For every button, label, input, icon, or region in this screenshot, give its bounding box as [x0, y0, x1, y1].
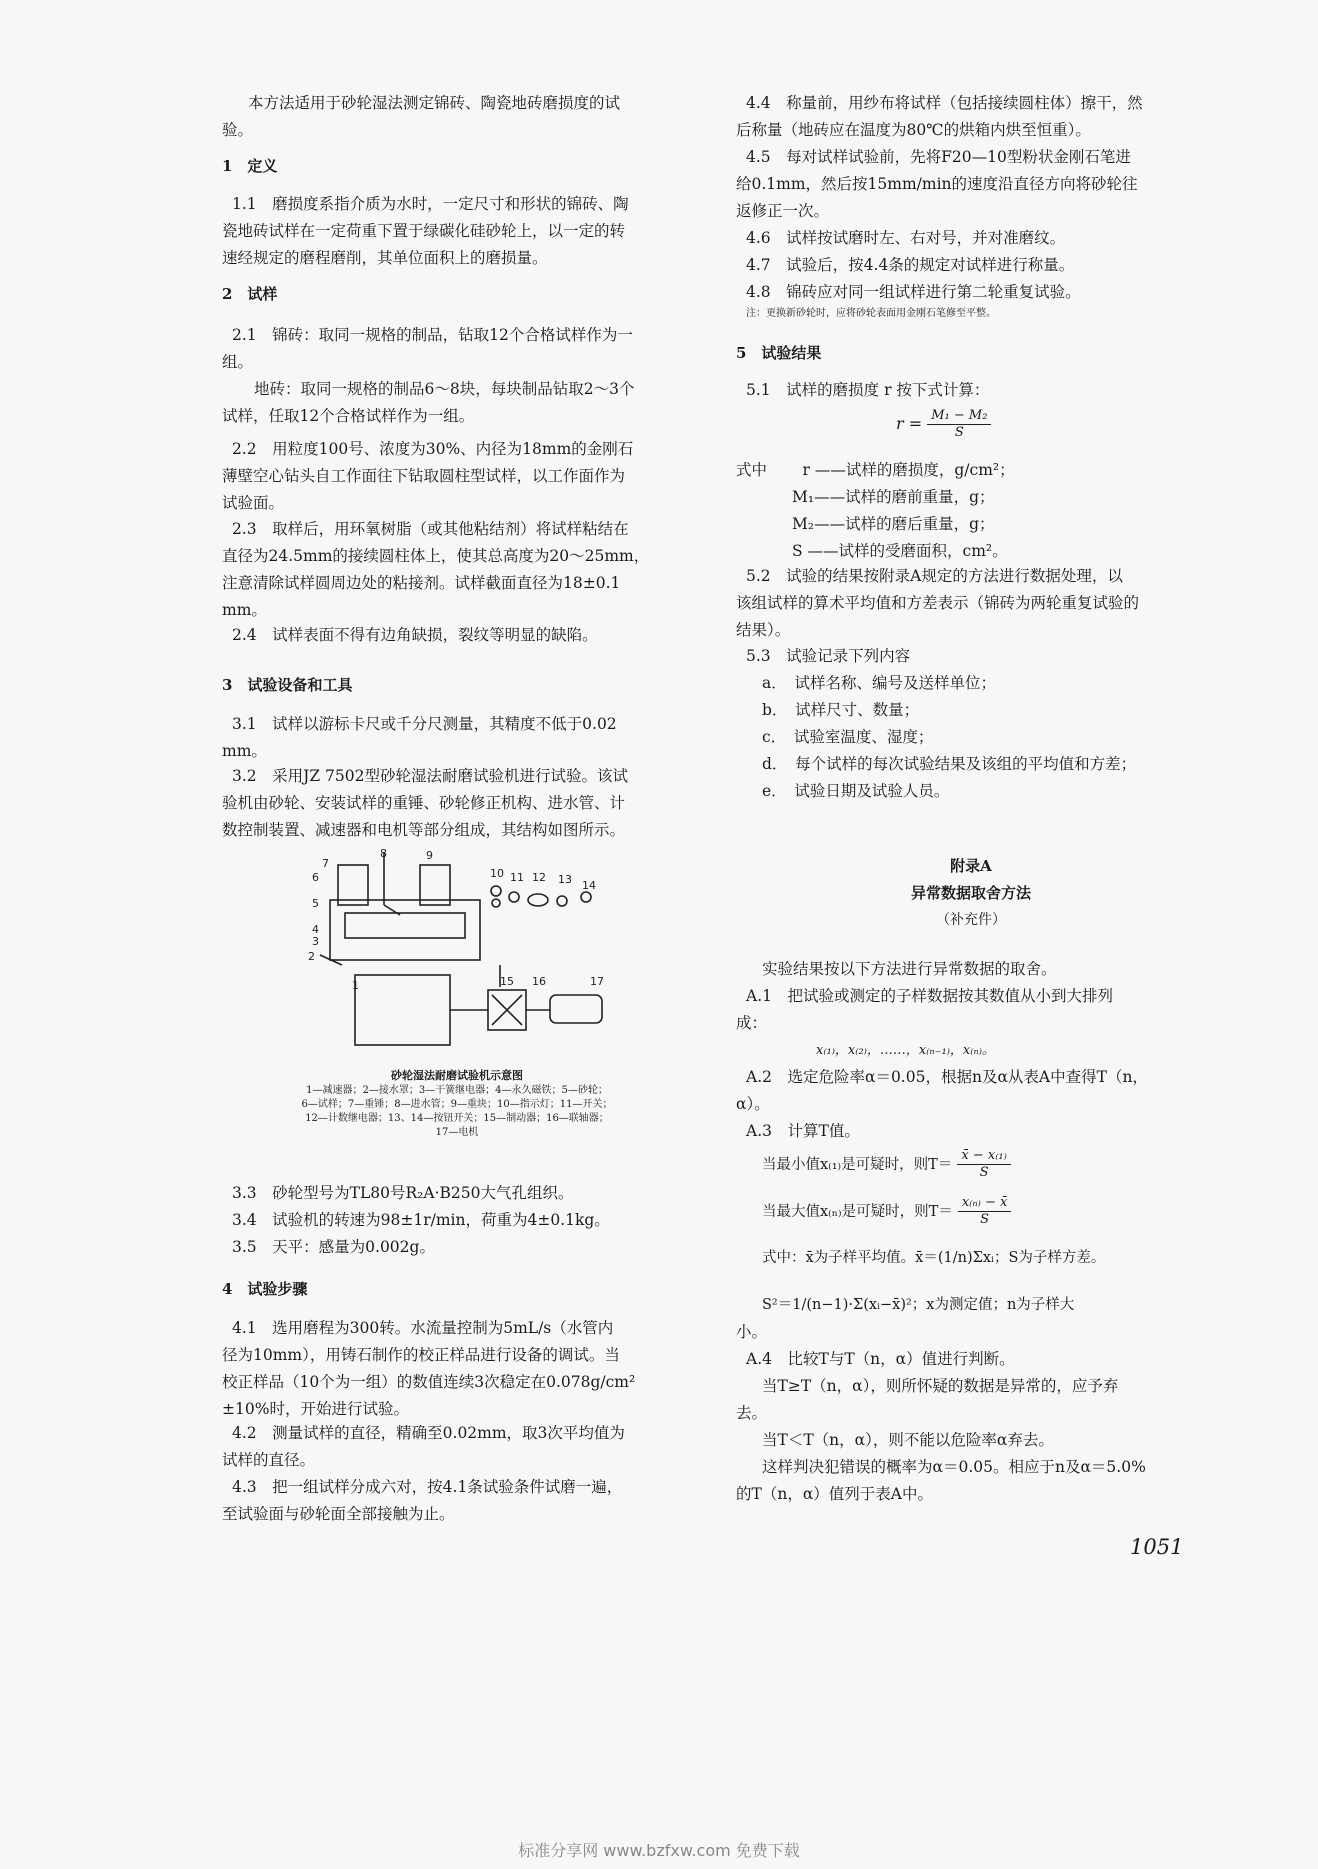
- svg-text:3: 3: [312, 935, 319, 948]
- svg-text:17: 17: [590, 975, 604, 988]
- section-5-heading: 5 试验结果: [736, 344, 822, 362]
- weight-right: [420, 865, 450, 905]
- svg-text:2: 2: [308, 950, 315, 963]
- section-4-1: 4.1 选用磨程为300转。水流量控制为5mL/s（水管内 径为10mm），用铸石制作的校正样品进行设备的调试。当 校正样品（10个为一组）的数值连续3次稳定在0.078g/cm² ±10%时，开始进行试验。: [222, 1319, 636, 1418]
- t-min-formula: 当最小值x₍₁₎是可疑时，则T＝ $\frac{\text{x̄ − x₍₁₎}}{S}$: [736, 1148, 1011, 1181]
- appendix-header: 附录A 异常数据取舍方法 （补充件）: [910, 857, 1031, 928]
- record-items: [736, 670, 1136, 805]
- button-switch-14: [581, 892, 591, 902]
- section-4-6: 4.6 试样按试磨时左、右对号，并对准磨纹。: [746, 229, 1066, 247]
- section-3-3: 3.3 砂轮型号为TL80号R₂A·B250大气孔组织。: [232, 1184, 574, 1202]
- svg-text:11: 11: [510, 871, 524, 884]
- svg-text:9: 9: [426, 849, 433, 862]
- appendix-intro: 实验结果按以下方法进行异常数据的取舍。: [762, 960, 1057, 978]
- list-item: c． 试验室温度、湿度；: [762, 728, 934, 746]
- svg-text:16: 16: [532, 975, 546, 988]
- section-2-1: 2.1 锦砖：取同一规格的制品，钻取12个合格试样作为一 组。 地砖：取同一规格的制品6～8块，每块制品钻取2～3个 试样，任取12个合格试样作为一组。: [222, 326, 635, 425]
- section-3-2: 3.2 采用JZ 7502型砂轮湿法耐磨试验机进行试验。该试 验机由砂轮、安装试样的重锤、砂轮修正机构、进水管、计 数控制装置、减速器和电机等部分组成，其结构如图所示。: [222, 767, 629, 839]
- section-5-3: 5.3 试验记录下列内容: [746, 647, 911, 665]
- wear-formula: r = $\frac{\text{M₁ − M₂}}{S}$: [896, 408, 991, 441]
- svg-text:4: 4: [312, 923, 319, 936]
- section-2-2: 2.2 用粒度100号、浓度为30%、内径为18mm的金刚石 薄壁空心钻头自工作面往下钻取圆柱型试样，以工作面作为 试验面。: [222, 440, 634, 512]
- watermark-footer: 标准分享网 www.bzfxw.com 免费下载: [518, 1841, 800, 1860]
- note: 注：更换新砂轮时，应将砂轮表面用金刚石笔修至平整。: [746, 308, 996, 319]
- section-3-5: 3.5 天平：感量为0.002g。: [232, 1238, 435, 1256]
- section-4-7: 4.7 试验后，按4.4条的规定对试样进行称量。: [746, 256, 1075, 274]
- svg-text:1: 1: [352, 979, 359, 992]
- svg-text:14: 14: [582, 879, 596, 892]
- button-switch-13: [557, 896, 567, 906]
- appendix-a4-rule-1: 当T≥T（n，α），则所怀疑的数据是异常的，应予弃 去。: [736, 1377, 1119, 1422]
- abrasive-wheel: [345, 913, 465, 938]
- motor: [550, 995, 602, 1023]
- variance-definition: S²＝1/(n−1)·Σ(xᵢ−x̄)²；x为测定值；n为子样大 小。: [736, 1297, 1075, 1341]
- counter-relay: [528, 894, 548, 906]
- section-4-3: 4.3 把一组试样分成六对，按4.1条试验条件试磨一遍， 至试验面与砂轮面全部接触为止。: [222, 1478, 623, 1523]
- list-item: a． 试样名称、编号及送样单位；: [762, 674, 996, 692]
- appendix-a4: A.4 比较T与T（n，α）值进行判断。: [746, 1350, 1015, 1368]
- section-5-1: 5.1 试样的磨损度 r 按下式计算：: [746, 381, 990, 399]
- t-max-formula: 当最大值x₍ₙ₎是可疑时，则T＝ $\frac{\text{x₍ₙ₎ − x̄}}{S}$: [736, 1195, 1011, 1228]
- section-3-1: 3.1 试样以游标卡尺或千分尺测量，其精度不低于0.02 mm。: [222, 715, 617, 760]
- wheel-housing: [330, 900, 480, 960]
- section-4-2: 4.2 测量试样的直径，精确至0.02mm，取3次平均值为 试样的直径。: [222, 1424, 625, 1469]
- page-number: 1051: [1130, 1535, 1184, 1559]
- section-2-heading: 2 试样: [222, 285, 278, 303]
- mean-definition: 式中：x̄为子样平均值。x̄＝(1/n)Σxᵢ；S为子样方差。: [762, 1250, 1106, 1266]
- svg-text:5: 5: [312, 897, 319, 910]
- formula-where: 式中 r ——试样的磨损度，g/cm²； M₁——试样的磨前重量，g； M₂——试样的磨后重量，g； S ——试样的受磨面积，cm²。: [736, 461, 1015, 560]
- section-1-1: 1.1 磨损度系指介质为水时，一定尺寸和形状的锦砖、陶 瓷地砖试样在一定荷重下置于绿碳化硅砂轮上，以一定的转 速经规定的磨程磨削，其单位面积上的磨损量。: [222, 195, 629, 267]
- list-item: b． 试样尺寸、数量；: [762, 701, 920, 719]
- switch: [509, 892, 519, 902]
- intro: 本方法适用于砂轮湿法测定锦砖、陶瓷地砖磨损度的试 验。: [222, 94, 621, 139]
- svg-text:10: 10: [490, 867, 504, 880]
- figure-caption-block: 砂轮湿法耐磨试验机示意图 1—减速器；2—接水罩；3—干簧继电器；4—永久磁铁；5—砂轮； 6—试样；7—重锤；8—进水管；9—重块；10—指示灯；11—开关； 12—计数继电器；13、14—按钮开关；15—制动器；16—联轴器； 17—电机: [301, 1069, 613, 1138]
- section-4-4: 4.4 称量前，用纱布将试样（包括接续圆柱体）擦干，然 后称量（地砖应在温度为80℃的烘箱内烘至恒重）。: [736, 94, 1143, 139]
- section-4-8: 4.8 锦砖应对同一组试样进行第二轮重复试验。: [746, 283, 1081, 301]
- abrasion-tester-diagram: [300, 845, 630, 1060]
- section-2-3: 2.3 取样后，用环氧树脂（或其他粘结剂）将试样粘结在 直径为24.5mm的接续圆柱体上，使其总高度为20～25mm， 注意清除试样圆周边处的粘接剂。试样截面直径为18±0.1 mm。: [222, 520, 650, 619]
- list-item: d． 每个试样的每次试验结果及该组的平均值和方差；: [762, 755, 1137, 773]
- appendix-a3: A.3 计算T值。: [746, 1122, 860, 1140]
- appendix-a4-rule-3: 这样判决犯错误的概率为α＝0.05。相应于n及α＝5.0% 的T（n，α）值列于表A中。: [736, 1458, 1146, 1503]
- section-3-4: 3.4 试验机的转速为98±1r/min，荷重为4±0.1kg。: [232, 1211, 610, 1229]
- indicator-lamp: [491, 886, 501, 896]
- svg-text:6: 6: [312, 871, 319, 884]
- reducer-body: [355, 975, 450, 1045]
- section-4-heading: 4 试验步骤: [222, 1280, 308, 1298]
- section-3-heading: 3 试验设备和工具: [222, 676, 353, 694]
- appendix-a4-rule-2: 当T＜T（n，α），则不能以危险率α弃去。: [762, 1431, 1054, 1449]
- section-4-5: 4.5 每对试样试验前，先将F20—10型粉状金刚石笔进 给0.1mm，然后按15mm/min的速度沿直径方向将砂轮往 返修正一次。: [736, 148, 1138, 220]
- list-item: e． 试验日期及试验人员。: [762, 782, 950, 800]
- section-5-2: 5.2 试验的结果按附录A规定的方法进行数据处理，以 该组试样的算术平均值和方差表示（锦砖为两轮重复试验的 结果）。: [736, 567, 1140, 639]
- appendix-a2: A.2 选定危险率α＝0.05，根据n及α从表A中查得T（n， α）。: [736, 1068, 1148, 1113]
- svg-text:13: 13: [558, 873, 572, 886]
- svg-text:15: 15: [500, 975, 514, 988]
- section-1-heading: 1 定义: [222, 157, 278, 175]
- svg-text:8: 8: [380, 847, 387, 860]
- svg-text:12: 12: [532, 871, 546, 884]
- appendix-a1: A.1 把试验或测定的子样数据按其数值从小到大排列 成： x₍₁₎，x₍₂₎，……，x₍ₙ₋₁₎，x₍ₙ₎。: [736, 987, 1113, 1058]
- section-2-4: 2.4 试样表面不得有边角缺损，裂纹等明显的缺陷。: [232, 626, 598, 644]
- svg-text:7: 7: [322, 857, 329, 870]
- weight-left: [338, 865, 368, 905]
